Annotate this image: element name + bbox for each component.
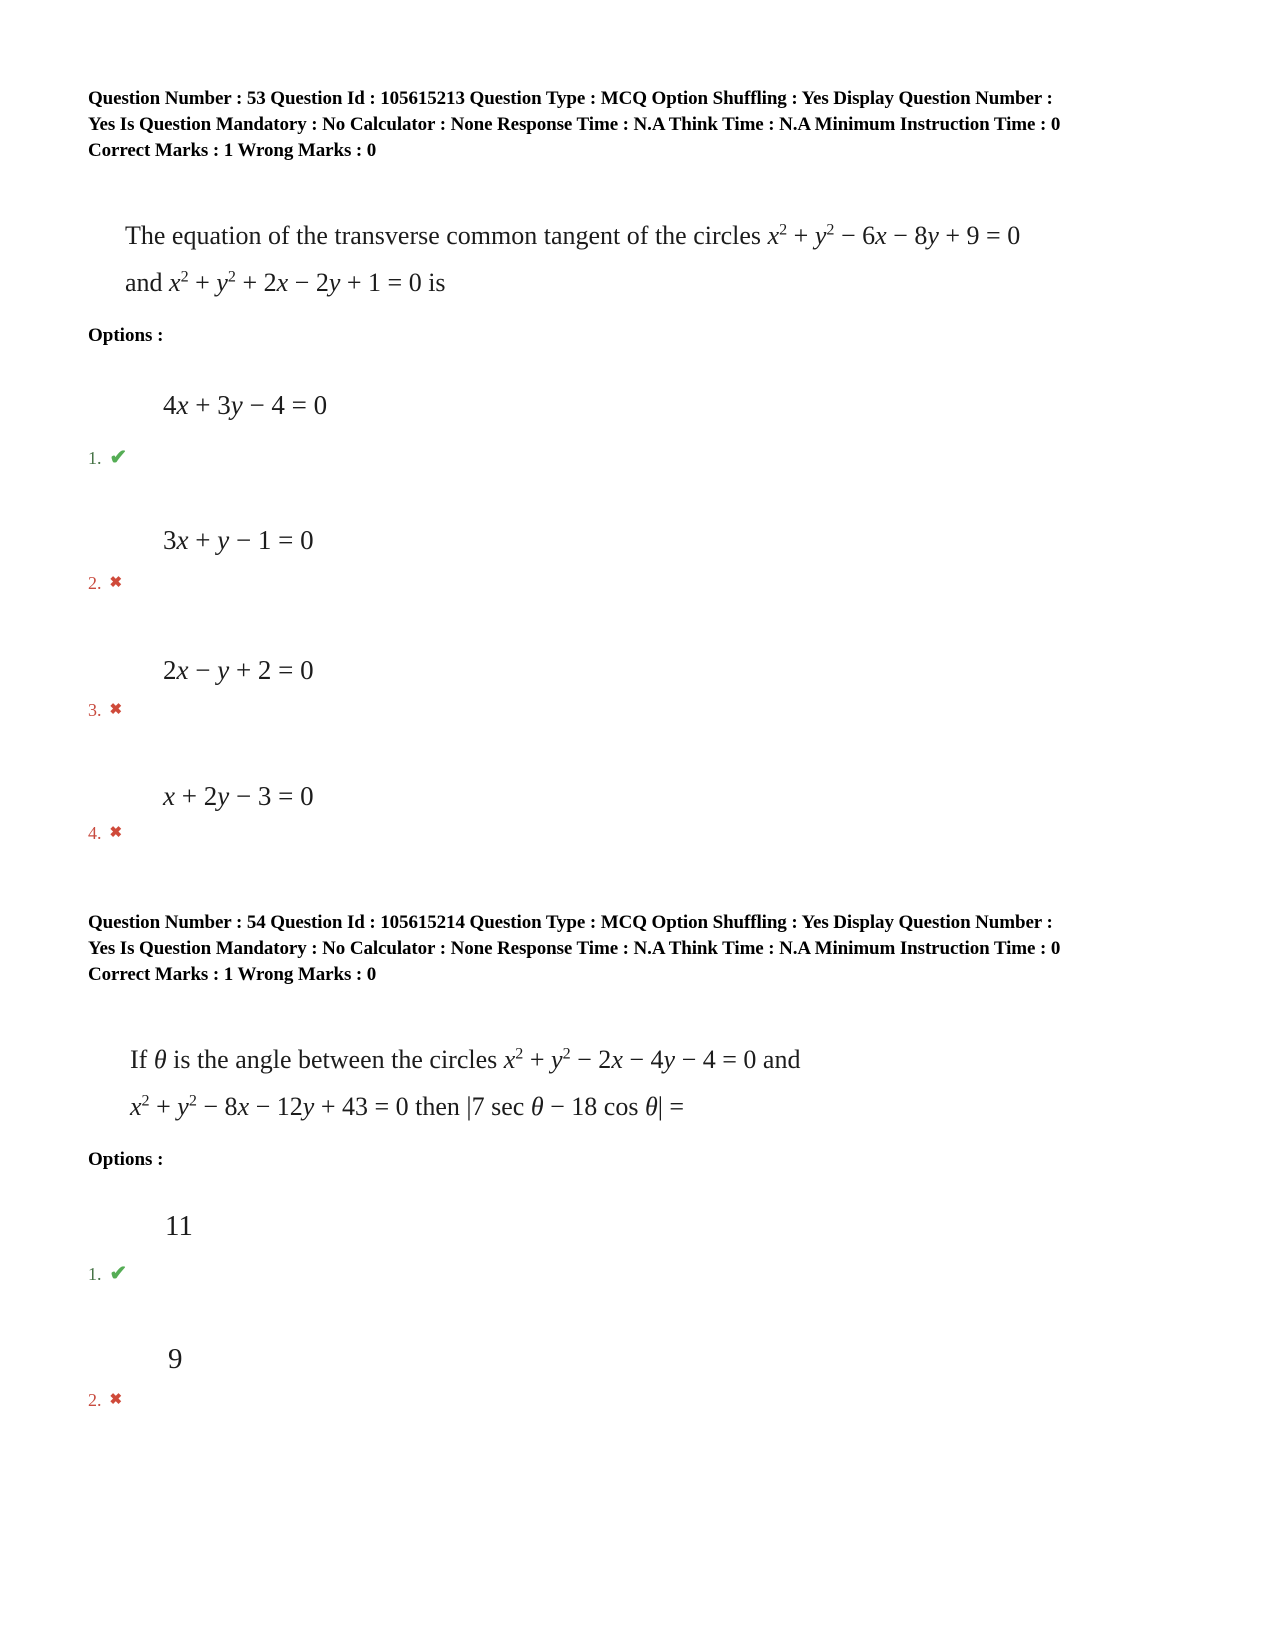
option-2-marker — [88, 1391, 122, 1409]
question-header-line: Yes Is Question Mandatory : No Calculator : None Response Time : N.A Think Time : N.A Minimum Instruction Time : 0 — [88, 114, 1061, 135]
option-number: 3. — [88, 700, 102, 720]
option-number: 2. — [88, 573, 102, 593]
options-label: Options : — [88, 1149, 164, 1170]
option-number: 1. — [88, 447, 102, 468]
correct-check-icon: ✔ — [109, 1261, 128, 1285]
wrong-cross-icon: ✖ — [109, 824, 123, 841]
option-number: 1. — [88, 1263, 102, 1284]
option-2-value: 9 — [168, 1343, 183, 1375]
option-2-marker — [88, 574, 122, 592]
question-header-line: Question Number : 54 Question Id : 105615214 Question Type : MCQ Option Shuffling : Yes Display Question Number : — [88, 912, 1053, 933]
question-text-line: The equation of the transverse common tangent of the circles $x^2 + y^2 - 6x - 8y + 9 = 0$ — [125, 221, 1021, 250]
question-header-line: Correct Marks : 1 Wrong Marks : 0 — [88, 964, 377, 985]
question-text-line: $x^2 + y^2 - 8x - 12y + 43 = 0$ then |7 sec θ − 18 cos θ| = — [130, 1092, 685, 1121]
question-header-line: Correct Marks : 1 Wrong Marks : 0 — [88, 140, 377, 161]
wrong-cross-icon: ✖ — [109, 701, 123, 718]
option-1-marker — [88, 447, 127, 468]
option-4-marker — [88, 824, 122, 842]
question-text-line: If θ is the angle between the circles $x^2 + y^2 - 2x - 4y - 4 = 0$ and — [130, 1045, 801, 1074]
question-54-header — [88, 910, 1060, 988]
option-1-marker — [88, 1263, 127, 1284]
option-2-equation: 3x + y − 1 = 0 — [163, 525, 314, 555]
option-number: 4. — [88, 823, 102, 843]
question-header-line: Question Number : 53 Question Id : 105615213 Question Type : MCQ Option Shuffling : Yes Display Question Number : — [88, 88, 1053, 109]
option-1-value: 11 — [165, 1210, 193, 1242]
wrong-cross-icon: ✖ — [109, 574, 123, 591]
question-54-text — [130, 1036, 800, 1130]
option-number: 2. — [88, 1390, 102, 1410]
question-53-header — [88, 86, 1060, 164]
option-3-marker — [88, 701, 122, 719]
question-text-line: and $x^2 + y^2 + 2x - 2y + 1 = 0$ is — [125, 268, 446, 297]
wrong-cross-icon: ✖ — [109, 1391, 123, 1408]
question-header-line: Yes Is Question Mandatory : No Calculator : None Response Time : N.A Think Time : N.A Minimum Instruction Time : 0 — [88, 938, 1061, 959]
options-label: Options : — [88, 325, 164, 346]
option-3-equation: 2x − y + 2 = 0 — [163, 655, 314, 685]
option-1-equation: 4x + 3y − 4 = 0 — [163, 390, 328, 420]
correct-check-icon: ✔ — [109, 445, 128, 469]
question-53-text — [125, 212, 1020, 306]
option-4-equation: x + 2y − 3 = 0 — [163, 781, 314, 811]
